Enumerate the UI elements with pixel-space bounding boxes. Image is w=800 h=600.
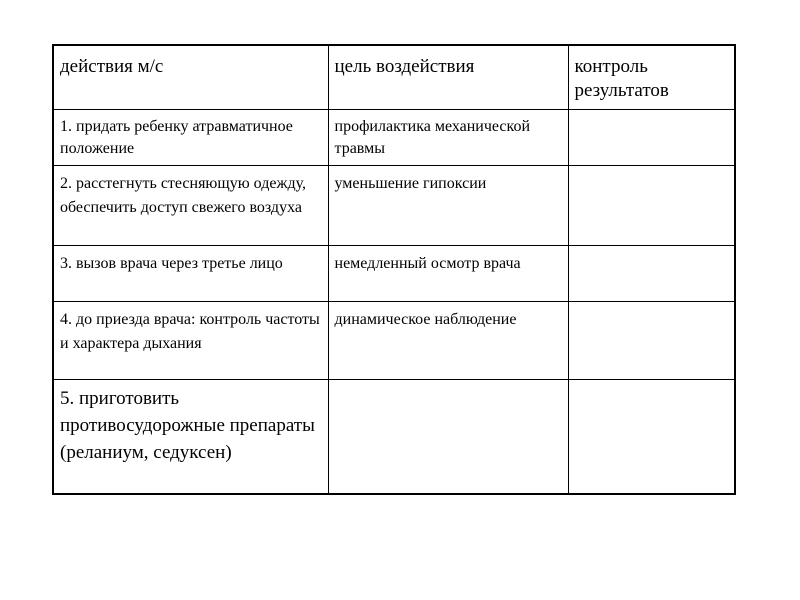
action-cell: 3. вызов врача через третье лицо bbox=[53, 245, 328, 301]
goal-cell: уменьшение гипоксии bbox=[328, 165, 568, 245]
control-cell bbox=[568, 379, 735, 494]
table-row bbox=[53, 245, 735, 301]
table-row bbox=[53, 301, 735, 379]
table-row bbox=[53, 165, 735, 245]
control-cell bbox=[568, 301, 735, 379]
action-cell: 1. придать ребенку атравматичное положение bbox=[53, 109, 328, 165]
header-goal: цель воздействия bbox=[328, 45, 568, 109]
nursing-actions-table bbox=[52, 44, 736, 495]
table-header-row bbox=[53, 45, 735, 109]
goal-cell: динамическое наблюдение bbox=[328, 301, 568, 379]
header-actions: действия м/с bbox=[53, 45, 328, 109]
goal-cell: немедленный осмотр врача bbox=[328, 245, 568, 301]
control-cell bbox=[568, 165, 735, 245]
goal-cell bbox=[328, 379, 568, 494]
header-control: контроль результатов bbox=[568, 45, 735, 109]
action-cell: 2. расстегнуть стесняющую одежду, обеспечить доступ свежего воздуха bbox=[53, 165, 328, 245]
action-cell: 5. приготовить противосудорожные препараты (реланиум, седуксен) bbox=[53, 379, 328, 494]
table-row bbox=[53, 109, 735, 165]
action-cell: 4. до приезда врача: контроль частоты и характера дыхания bbox=[53, 301, 328, 379]
table-row bbox=[53, 379, 735, 494]
control-cell bbox=[568, 109, 735, 165]
goal-cell: профилактика механической травмы bbox=[328, 109, 568, 165]
control-cell bbox=[568, 245, 735, 301]
